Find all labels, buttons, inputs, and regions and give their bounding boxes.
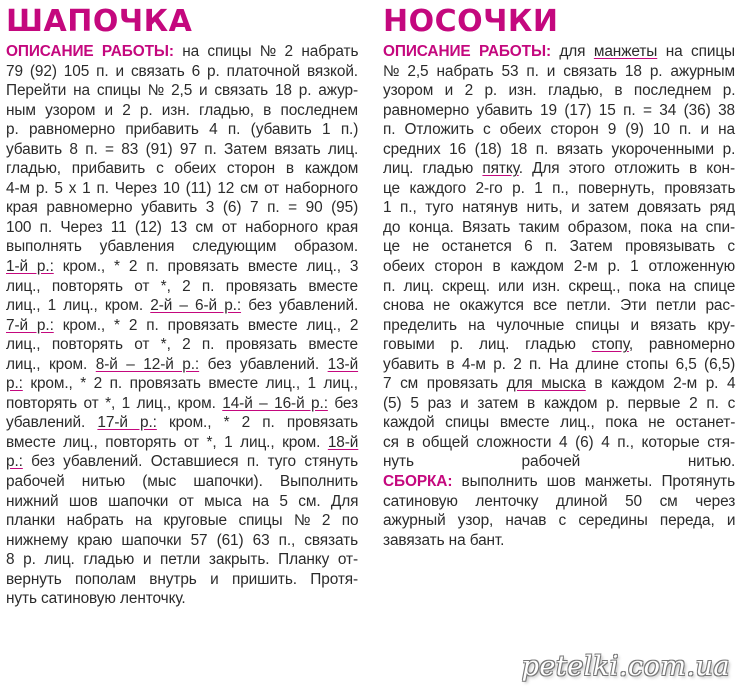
text-line xyxy=(6,550,358,570)
text-line xyxy=(6,355,358,375)
text-line xyxy=(6,589,358,609)
text-line xyxy=(6,413,358,433)
text-line xyxy=(6,218,358,238)
text-run: нуть сатиновую ленточку. xyxy=(6,590,186,608)
text-line xyxy=(383,355,735,375)
text-line xyxy=(383,374,735,394)
text-line xyxy=(6,316,358,336)
text-run: каждой спицы вместе лиц., пока не останет- xyxy=(383,414,736,432)
text-line xyxy=(383,257,735,277)
text-line xyxy=(383,394,735,414)
section-heading: ОПИСАНИЕ РАБОТЫ: xyxy=(383,43,551,60)
underlined-term: 7-й р.: xyxy=(6,316,54,334)
text-line xyxy=(6,472,358,492)
underlined-term: р.: xyxy=(6,375,23,393)
socks-column xyxy=(383,0,735,550)
text-line xyxy=(6,452,358,472)
text-run: 4-м р. 5 х 1 п. Через 10 (11) 12 см от наборного xyxy=(6,179,358,197)
text-run: на спицы xyxy=(657,43,735,60)
text-run: без xyxy=(327,394,358,412)
text-run: п. Отложить с обеих сторон 9 (9) 10 п. и на xyxy=(383,121,735,139)
text-run: кром., * 2 п. провязать вместе лиц., 1 лиц., xyxy=(22,375,358,393)
text-run: лиц., кром. xyxy=(6,355,96,373)
text-run: выполнять убавления следующим образом. xyxy=(6,238,358,256)
text-line xyxy=(383,296,735,316)
text-run: средних 16 (18) 18 п. вязать укороченными р. xyxy=(383,140,736,158)
text-line xyxy=(6,101,358,121)
text-run: вернуть пополам внутрь и пришить. Протя- xyxy=(6,570,359,588)
underlined-term: р.: xyxy=(6,453,23,471)
text-run: вместе лиц., повторять от *, 1 лиц., кром. xyxy=(6,433,328,451)
text-run: № 2,5 набрать 53 п. и связать 18 р. ажурным xyxy=(383,62,735,80)
text-run: пределить на чулочные спицы и вязать кру- xyxy=(383,316,736,334)
text-run: нижний шов шапочки от мыса на 5 см. Для xyxy=(6,492,359,510)
section-heading: ОПИСАНИЕ РАБОТЫ: xyxy=(6,43,174,60)
text-run: кром., * 2 п. провязать вместе лиц., 3 xyxy=(53,258,359,276)
text-run: п. лиц. скрещ. или изн. скрещ., пока на спице xyxy=(383,277,736,295)
text-line xyxy=(6,42,358,62)
text-line xyxy=(383,335,735,355)
underlined-term: 18-й xyxy=(327,433,359,451)
hat-title: ШАПОЧКА xyxy=(6,4,193,39)
text-line xyxy=(6,511,358,531)
text-run: без убавлений. xyxy=(241,297,359,315)
text-run: ажурный узор, начав с середины переда, и xyxy=(383,512,736,530)
text-line xyxy=(383,159,735,179)
text-run: повторять от *, 1 лиц., кром. xyxy=(6,394,223,412)
underlined-term: 13-й xyxy=(327,355,359,373)
text-line xyxy=(6,394,358,414)
text-line xyxy=(6,257,358,277)
text-run: без убавлений. xyxy=(199,355,328,373)
hat-column xyxy=(6,0,358,609)
text-run: сатиновую ленточку длиной 50 см через xyxy=(383,492,736,510)
text-run: убавлений. xyxy=(6,414,98,432)
text-line xyxy=(6,374,358,394)
text-line xyxy=(6,335,358,355)
text-run: рабочей нитью (мыс шапочки). Выполнить xyxy=(6,473,359,491)
text-run: лиц., 1 лиц., кром. xyxy=(6,297,151,315)
text-line xyxy=(6,140,358,160)
text-line xyxy=(6,62,358,82)
text-run: , равномерно xyxy=(628,336,735,354)
text-run: в каждом 2-м р. 4 xyxy=(585,375,736,393)
text-line xyxy=(383,277,735,297)
text-run: обеих сторон в каждом 2-м р. 1 отложенную xyxy=(383,258,736,276)
text-run: ным узором и 2 р. изн. гладью, в последнем xyxy=(6,101,358,119)
text-line xyxy=(383,531,735,551)
text-run: . Для этого отложить в кон- xyxy=(518,160,735,178)
underlined-term: 1-й р.: xyxy=(6,258,54,276)
text-line xyxy=(383,120,735,140)
text-line xyxy=(383,316,735,336)
text-run: гладью, прибавить с обеих сторон в каждом xyxy=(6,160,359,178)
text-run: (5) 5 раз и затем в каждом р. первые 2 п. с xyxy=(383,394,736,412)
text-line xyxy=(383,179,735,199)
text-line xyxy=(6,237,358,257)
hat-instructions xyxy=(6,42,358,609)
text-line xyxy=(383,413,735,433)
text-run: 8 р. лиц. гладью и петли закрыть. Планку от- xyxy=(6,551,358,569)
underlined-term: для мыска xyxy=(506,375,586,393)
text-run: для xyxy=(550,43,594,60)
text-run: нижнему краю шапочки 57 (61) 63 п., связать xyxy=(6,531,358,549)
text-run: 1 п., туго натянув нить, и затем довязать ряд xyxy=(383,199,735,217)
text-line xyxy=(383,62,735,82)
text-run: кром., * 2 п. провязать xyxy=(156,414,359,432)
text-line xyxy=(6,296,358,316)
text-line xyxy=(383,472,735,492)
text-line xyxy=(6,120,358,140)
text-line xyxy=(6,159,358,179)
text-line xyxy=(383,198,735,218)
text-run: лиц., повторять от *, 2 п. провязать вместе xyxy=(6,336,358,354)
text-run: убавить 8 п. = 83 (91) 97 п. Затем вязать лиц. xyxy=(6,140,359,158)
text-run: завязать на бант. xyxy=(383,531,505,549)
text-line xyxy=(383,452,735,472)
text-line xyxy=(383,218,735,238)
text-run: планки набрать на круговые спицы № 2 по xyxy=(6,512,359,530)
text-run: до конца. Вязать таким образом, пока на спи- xyxy=(383,218,735,236)
text-line xyxy=(6,179,358,199)
text-run: лиц. гладью xyxy=(383,160,483,178)
text-line xyxy=(383,140,735,160)
underlined-term: стопу xyxy=(591,336,629,354)
text-line xyxy=(383,492,735,512)
text-line xyxy=(383,237,735,257)
underlined-term: 8-й – 12-й р.: xyxy=(95,355,200,373)
text-line xyxy=(383,433,735,453)
text-run: р. равномерно прибавить 4 п. (убавить 1 п.) xyxy=(6,121,359,139)
text-run: говыми р. лиц. гладью xyxy=(383,336,592,354)
socks-instructions xyxy=(383,42,735,550)
text-line xyxy=(6,81,358,101)
text-run: на спицы № 2 набрать xyxy=(173,43,359,60)
text-run: узором и 2 р. изн. гладью, в последнем р. xyxy=(383,82,736,100)
text-line xyxy=(6,198,358,218)
underlined-term: 14-й – 16-й р.: xyxy=(222,394,328,412)
text-run: снова не окажутся все петли. Эти петли рас- xyxy=(383,297,735,315)
text-run: края равномерно убавить 3 (6) 7 п. = 90 (95) xyxy=(6,199,359,217)
underlined-term: манжеты xyxy=(593,43,658,60)
text-run: це каждого 2-го р. 1 п., повернуть, провязать xyxy=(383,179,736,197)
text-run: убавить в 4-м р. 2 п. На длине стопы 6,5 (6,5) xyxy=(383,355,736,373)
socks-title: НОСОЧКИ xyxy=(383,4,559,39)
text-run: 7 см провязать xyxy=(383,375,507,393)
text-run: выполнить шов манжеты. Протянуть xyxy=(452,473,736,491)
text-line xyxy=(383,101,735,121)
text-line xyxy=(383,81,735,101)
text-run: ся в общей сложности 4 (6) 4 п., которые стя- xyxy=(383,433,735,451)
underlined-term: пятку xyxy=(482,160,519,178)
text-run: це не останется 6 п. Затем провязывать с xyxy=(383,238,735,256)
text-run: 100 п. Через 11 (12) 13 см от наборного края xyxy=(6,218,359,236)
text-line xyxy=(6,492,358,512)
text-run: нуть рабочей нитью. xyxy=(383,453,736,471)
text-line xyxy=(6,277,358,297)
text-line xyxy=(6,570,358,590)
text-run: без убавлений. Оставшиеся п. туго стянуть xyxy=(22,453,358,471)
section-heading: СБОРКА: xyxy=(383,473,453,491)
underlined-term: 17-й р.: xyxy=(97,414,157,432)
text-run: кром., * 2 п. провязать вместе лиц., 2 xyxy=(53,316,359,334)
text-line xyxy=(6,433,358,453)
text-line xyxy=(383,511,735,531)
text-run: Перейти на спицы № 2,5 и связать 18 р. ажур- xyxy=(6,82,358,100)
underlined-term: 2-й – 6-й р.: xyxy=(150,297,242,315)
site-watermark: petelki.com.ua xyxy=(521,651,730,682)
text-line xyxy=(6,531,358,551)
text-run: 79 (92) 105 п. и связать 6 р. платочной вязкой. xyxy=(6,62,358,80)
text-run: равномерно убавить 19 (17) 15 п. = 34 (36) 38 xyxy=(383,101,735,119)
text-line xyxy=(383,42,735,62)
text-run: лиц., повторять от *, 2 п. провязать вместе xyxy=(6,277,358,295)
